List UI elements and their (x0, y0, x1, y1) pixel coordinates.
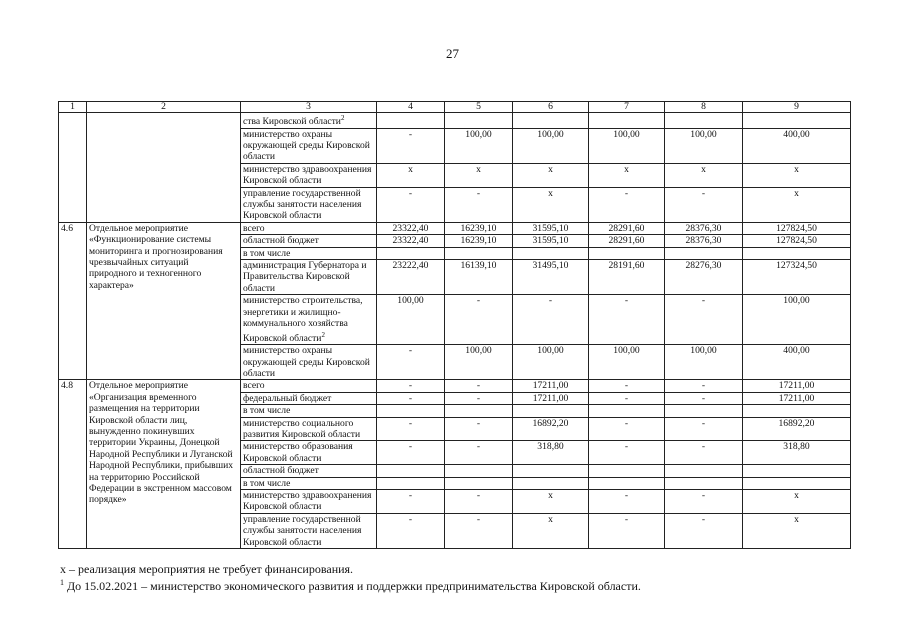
value-cell: - (665, 513, 743, 548)
value-cell: - (445, 187, 513, 222)
value-cell: 23322,40 (377, 235, 445, 247)
value-cell (665, 477, 743, 489)
executor-cell (241, 441, 377, 465)
value-cell: 17211,00 (513, 380, 589, 392)
value-cell (743, 405, 851, 417)
item-number: 4.6 (59, 222, 87, 379)
value-cell: 127324,50 (743, 260, 851, 295)
executor-cell (241, 417, 377, 441)
executor-text: администрация Губернатора и Правительства Кировской области (243, 260, 367, 294)
col-header: 2 (87, 102, 241, 113)
value-cell: 28291,60 (589, 235, 665, 247)
value-cell (743, 113, 851, 129)
value-cell (445, 477, 513, 489)
col-header: 5 (445, 102, 513, 113)
header-row (59, 102, 851, 113)
value-cell: - (589, 513, 665, 548)
value-cell: x (513, 489, 589, 513)
value-cell: 400,00 (743, 128, 851, 163)
value-cell (589, 113, 665, 129)
col-header: 8 (665, 102, 743, 113)
value-cell: 100,00 (589, 345, 665, 380)
value-cell (513, 405, 589, 417)
value-cell: 16139,10 (445, 260, 513, 295)
col-header: 9 (743, 102, 851, 113)
value-cell: - (589, 295, 665, 345)
value-cell: - (665, 417, 743, 441)
col-header: 7 (589, 102, 665, 113)
value-cell: 31595,10 (513, 235, 589, 247)
value-cell (377, 405, 445, 417)
value-cell (445, 465, 513, 477)
value-cell: - (665, 187, 743, 222)
value-cell: 318,80 (513, 441, 589, 465)
executor-text: управление государственной службы занятости населения Кировской области (243, 187, 362, 222)
value-cell: - (589, 489, 665, 513)
value-cell: x (513, 163, 589, 187)
value-cell: 28376,30 (665, 235, 743, 247)
value-cell: 16239,10 (445, 222, 513, 234)
value-cell: 28276,30 (665, 260, 743, 295)
value-cell: x (743, 187, 851, 222)
value-cell (377, 113, 445, 129)
executor-cell (241, 235, 377, 247)
executor-cell (241, 513, 377, 548)
value-cell: 100,00 (589, 128, 665, 163)
executor-text: в том числе (243, 247, 291, 259)
value-cell (665, 405, 743, 417)
value-cell: 100,00 (445, 345, 513, 380)
executor-cell (241, 392, 377, 404)
executor-text: всего (243, 380, 265, 392)
executor-cell (241, 247, 377, 259)
executor-text: федеральный бюджет (243, 392, 332, 404)
value-cell: 31595,10 (513, 222, 589, 234)
executor-cell (241, 187, 377, 222)
value-cell (513, 477, 589, 489)
executor-text: в том числе (243, 477, 291, 489)
value-cell (589, 465, 665, 477)
value-cell: 100,00 (513, 345, 589, 380)
value-cell: 23222,40 (377, 260, 445, 295)
value-cell: x (589, 163, 665, 187)
value-cell: 28191,60 (589, 260, 665, 295)
value-cell: 17211,00 (513, 392, 589, 404)
value-cell: - (377, 417, 445, 441)
value-cell: 100,00 (513, 128, 589, 163)
executor-text: министерство социального развития Кировской области (243, 417, 361, 440)
executor-text: министерство охраны окружающей среды Кировской области (243, 128, 370, 163)
value-cell: - (377, 380, 445, 392)
col-header: 6 (513, 102, 589, 113)
value-cell: - (377, 392, 445, 404)
value-cell (665, 247, 743, 259)
executor-text: областной бюджет (243, 235, 319, 247)
value-cell: - (445, 417, 513, 441)
executor-cell (241, 222, 377, 234)
col-header: 4 (377, 102, 445, 113)
value-cell: 100,00 (445, 128, 513, 163)
value-cell (513, 113, 589, 129)
value-cell: - (665, 380, 743, 392)
footnote-ref: 2 (340, 114, 345, 122)
value-cell: - (445, 295, 513, 345)
value-cell: - (445, 513, 513, 548)
value-cell: 100,00 (665, 128, 743, 163)
value-cell: - (445, 441, 513, 465)
value-cell: 28376,30 (665, 222, 743, 234)
value-cell (445, 247, 513, 259)
value-cell (377, 465, 445, 477)
executor-text: министерство образования Кировской области (243, 441, 353, 464)
executor-cell (241, 345, 377, 380)
page-number: 27 (446, 46, 459, 61)
executor-cell (241, 128, 377, 163)
value-cell: - (665, 441, 743, 465)
value-cell: 127824,50 (743, 235, 851, 247)
value-cell: 17211,00 (743, 392, 851, 404)
value-cell: x (743, 513, 851, 548)
value-cell: 16239,10 (445, 235, 513, 247)
value-cell: 100,00 (743, 295, 851, 345)
item-number (59, 113, 87, 223)
executor-cell (241, 260, 377, 295)
value-cell: - (377, 128, 445, 163)
value-cell: - (589, 380, 665, 392)
value-cell: x (513, 187, 589, 222)
value-cell: - (377, 441, 445, 465)
item-name: Отдельное мероприятие «Организация временного размещения на территории Кировской области лиц, вынужденно покинувших территории Украины, Донецкой Народной Республики и Луганской Народной Республики, прибывших на территорию Российской Федерации в экстренном массовом порядке» (87, 380, 241, 549)
value-cell: 400,00 (743, 345, 851, 380)
value-cell (589, 405, 665, 417)
value-cell: - (589, 392, 665, 404)
table-row (59, 113, 851, 129)
footnote-ref: 2 (321, 330, 325, 339)
value-cell: 100,00 (377, 295, 445, 345)
value-cell (589, 477, 665, 489)
value-cell: - (445, 392, 513, 404)
value-cell: - (665, 392, 743, 404)
executor-cell (241, 489, 377, 513)
executor-cell (241, 465, 377, 477)
table-row (59, 222, 851, 234)
value-cell: - (589, 441, 665, 465)
executor-text: министерство охраны окружающей среды Кировской области (243, 345, 370, 379)
value-cell: - (377, 187, 445, 222)
value-cell: x (513, 513, 589, 548)
table-row (59, 380, 851, 392)
value-cell (445, 113, 513, 129)
executor-text: министерство строительства, энергетики и жилищно-коммунального хозяйства Кировской области (243, 295, 363, 344)
value-cell (743, 477, 851, 489)
value-cell: - (589, 417, 665, 441)
executor-text: областной бюджет (243, 465, 319, 477)
value-cell: - (377, 345, 445, 380)
item-number: 4.8 (59, 380, 87, 549)
value-cell: 31495,10 (513, 260, 589, 295)
value-cell: 23322,40 (377, 222, 445, 234)
executor-cell (241, 405, 377, 417)
value-cell: - (445, 489, 513, 513)
executor-text: министерство здравоохранения Кировской области (243, 489, 372, 513)
value-cell: - (377, 489, 445, 513)
value-cell: 100,00 (665, 345, 743, 380)
value-cell: x (377, 163, 445, 187)
value-cell: - (589, 187, 665, 222)
value-cell: 16892,20 (513, 417, 589, 441)
value-cell (513, 247, 589, 259)
budget-table (58, 101, 851, 549)
executor-cell (241, 163, 377, 187)
value-cell: x (445, 163, 513, 187)
footnote-x: x – реализация мероприятия не требует финансирования. (60, 562, 354, 576)
value-cell: 16892,20 (743, 417, 851, 441)
footnote-1 (60, 576, 860, 593)
value-cell (743, 465, 851, 477)
value-cell: - (665, 489, 743, 513)
executor-cell (241, 477, 377, 489)
executor-text: ства Кировской области (243, 116, 341, 128)
executor-text: всего (243, 222, 265, 234)
footnote-mark: 1 (60, 578, 64, 587)
item-name: Отдельное мероприятие «Функционирование системы мониторинга и прогнозирования чрезвычайных ситуаций природного и техногенного характера» (87, 222, 241, 379)
value-cell: - (665, 295, 743, 345)
value-cell: 318,80 (743, 441, 851, 465)
executor-cell (241, 295, 377, 345)
value-cell: - (377, 513, 445, 548)
footnote-1-text: До 15.02.2021 – министерство экономического развития и поддержки предпринимательства Кировской области. (64, 579, 641, 593)
value-cell: 17211,00 (743, 380, 851, 392)
value-cell (743, 247, 851, 259)
value-cell (665, 113, 743, 129)
value-cell: 28291,60 (589, 222, 665, 234)
value-cell (589, 247, 665, 259)
value-cell (513, 465, 589, 477)
executor-cell (241, 113, 377, 129)
value-cell: x (743, 489, 851, 513)
value-cell: - (445, 380, 513, 392)
value-cell (377, 247, 445, 259)
footnotes (60, 563, 860, 593)
executor-text: министерство здравоохранения Кировской области (243, 163, 372, 187)
executor-text: в том числе (243, 405, 291, 417)
value-cell (377, 477, 445, 489)
value-cell: x (743, 163, 851, 187)
value-cell: x (665, 163, 743, 187)
col-header: 1 (59, 102, 87, 113)
col-header: 3 (241, 102, 377, 113)
value-cell (665, 465, 743, 477)
executor-cell (241, 380, 377, 392)
value-cell: - (513, 295, 589, 345)
executor-text: управление государственной службы занятости населения Кировской области (243, 513, 362, 548)
value-cell: 127824,50 (743, 222, 851, 234)
item-name (87, 113, 241, 223)
value-cell (445, 405, 513, 417)
